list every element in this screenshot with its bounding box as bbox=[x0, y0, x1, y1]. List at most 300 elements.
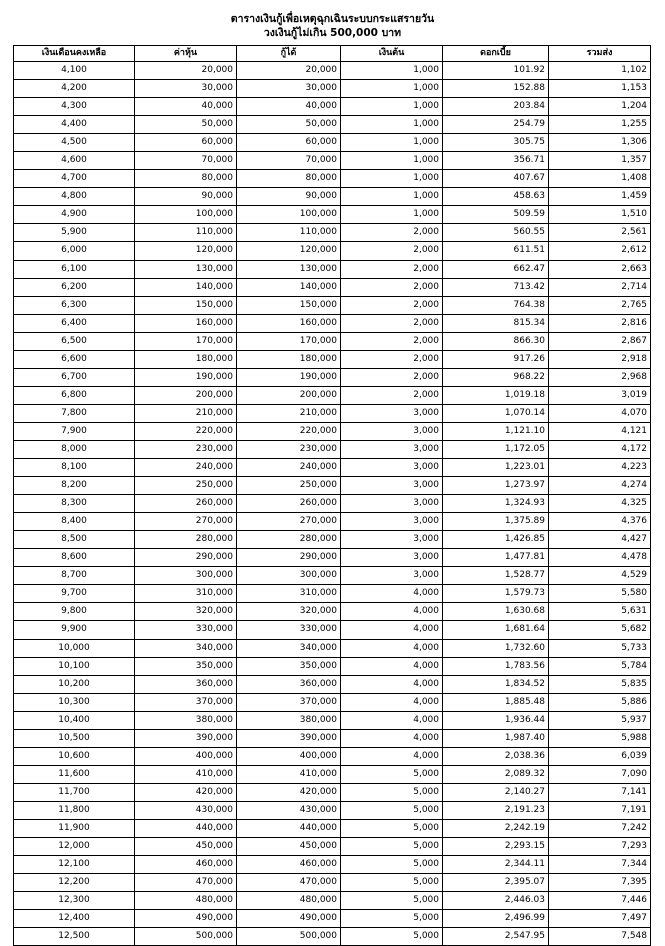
cell-loan-amount: 80,000 bbox=[237, 170, 341, 188]
cell-interest: 254.79 bbox=[443, 116, 549, 134]
cell-total-payment: 7,395 bbox=[549, 874, 651, 892]
cell-total-payment: 1,306 bbox=[549, 134, 651, 152]
cell-interest: 2,191.23 bbox=[443, 801, 549, 819]
cell-loan-amount: 150,000 bbox=[237, 296, 341, 314]
cell-principal: 3,000 bbox=[341, 531, 443, 549]
cell-remaining-salary: 8,700 bbox=[14, 567, 135, 585]
cell-share-value: 240,000 bbox=[135, 459, 237, 477]
table-row bbox=[14, 278, 651, 296]
cell-total-payment: 5,682 bbox=[549, 621, 651, 639]
cell-remaining-salary: 4,900 bbox=[14, 206, 135, 224]
table-row bbox=[14, 332, 651, 350]
cell-total-payment: 4,070 bbox=[549, 404, 651, 422]
cell-principal: 2,000 bbox=[341, 386, 443, 404]
table-row bbox=[14, 224, 651, 242]
cell-remaining-salary: 7,800 bbox=[14, 404, 135, 422]
cell-remaining-salary: 10,300 bbox=[14, 693, 135, 711]
cell-loan-amount: 470,000 bbox=[237, 874, 341, 892]
cell-total-payment: 2,663 bbox=[549, 260, 651, 278]
cell-share-value: 480,000 bbox=[135, 892, 237, 910]
cell-total-payment: 5,886 bbox=[549, 693, 651, 711]
cell-principal: 3,000 bbox=[341, 404, 443, 422]
cell-share-value: 150,000 bbox=[135, 296, 237, 314]
cell-total-payment: 6,039 bbox=[549, 747, 651, 765]
cell-interest: 1,528.77 bbox=[443, 567, 549, 585]
cell-remaining-salary: 4,700 bbox=[14, 170, 135, 188]
table-row bbox=[14, 188, 651, 206]
cell-principal: 3,000 bbox=[341, 495, 443, 513]
cell-total-payment: 5,580 bbox=[549, 585, 651, 603]
cell-total-payment: 7,090 bbox=[549, 765, 651, 783]
cell-total-payment: 1,255 bbox=[549, 116, 651, 134]
table-row bbox=[14, 711, 651, 729]
cell-share-value: 230,000 bbox=[135, 440, 237, 458]
cell-principal: 3,000 bbox=[341, 513, 443, 531]
cell-share-value: 260,000 bbox=[135, 495, 237, 513]
table-row bbox=[14, 404, 651, 422]
cell-remaining-salary: 6,700 bbox=[14, 368, 135, 386]
cell-share-value: 450,000 bbox=[135, 838, 237, 856]
cell-principal: 3,000 bbox=[341, 549, 443, 567]
table-row bbox=[14, 819, 651, 837]
cell-interest: 1,273.97 bbox=[443, 477, 549, 495]
cell-remaining-salary: 6,200 bbox=[14, 278, 135, 296]
cell-principal: 4,000 bbox=[341, 585, 443, 603]
cell-loan-amount: 340,000 bbox=[237, 639, 341, 657]
cell-principal: 1,000 bbox=[341, 80, 443, 98]
cell-loan-amount: 130,000 bbox=[237, 260, 341, 278]
cell-share-value: 350,000 bbox=[135, 657, 237, 675]
cell-loan-amount: 390,000 bbox=[237, 729, 341, 747]
cell-share-value: 200,000 bbox=[135, 386, 237, 404]
cell-principal: 5,000 bbox=[341, 838, 443, 856]
cell-total-payment: 2,765 bbox=[549, 296, 651, 314]
cell-principal: 4,000 bbox=[341, 639, 443, 657]
table-row bbox=[14, 567, 651, 585]
cell-interest: 1,070.14 bbox=[443, 404, 549, 422]
cell-principal: 5,000 bbox=[341, 928, 443, 946]
cell-share-value: 370,000 bbox=[135, 693, 237, 711]
table-row bbox=[14, 765, 651, 783]
cell-share-value: 110,000 bbox=[135, 224, 237, 242]
cell-total-payment: 1,204 bbox=[549, 98, 651, 116]
cell-interest: 1,019.18 bbox=[443, 386, 549, 404]
cell-remaining-salary: 9,700 bbox=[14, 585, 135, 603]
cell-remaining-salary: 6,300 bbox=[14, 296, 135, 314]
cell-share-value: 340,000 bbox=[135, 639, 237, 657]
table-row bbox=[14, 260, 651, 278]
header-row bbox=[14, 46, 651, 62]
cell-loan-amount: 460,000 bbox=[237, 856, 341, 874]
cell-loan-amount: 110,000 bbox=[237, 224, 341, 242]
table-row bbox=[14, 910, 651, 928]
cell-interest: 305.75 bbox=[443, 134, 549, 152]
cell-total-payment: 4,376 bbox=[549, 513, 651, 531]
cell-loan-amount: 410,000 bbox=[237, 765, 341, 783]
cell-share-value: 310,000 bbox=[135, 585, 237, 603]
cell-loan-amount: 140,000 bbox=[237, 278, 341, 296]
cell-principal: 5,000 bbox=[341, 856, 443, 874]
table-row bbox=[14, 838, 651, 856]
cell-total-payment: 4,478 bbox=[549, 549, 651, 567]
cell-loan-amount: 260,000 bbox=[237, 495, 341, 513]
cell-principal: 4,000 bbox=[341, 621, 443, 639]
cell-principal: 5,000 bbox=[341, 874, 443, 892]
cell-share-value: 320,000 bbox=[135, 603, 237, 621]
cell-loan-amount: 250,000 bbox=[237, 477, 341, 495]
cell-total-payment: 2,714 bbox=[549, 278, 651, 296]
cell-interest: 560.55 bbox=[443, 224, 549, 242]
cell-remaining-salary: 10,400 bbox=[14, 711, 135, 729]
cell-interest: 458.63 bbox=[443, 188, 549, 206]
cell-remaining-salary: 4,400 bbox=[14, 116, 135, 134]
cell-total-payment: 4,529 bbox=[549, 567, 651, 585]
cell-loan-amount: 230,000 bbox=[237, 440, 341, 458]
cell-loan-amount: 490,000 bbox=[237, 910, 341, 928]
cell-share-value: 410,000 bbox=[135, 765, 237, 783]
table-row bbox=[14, 80, 651, 98]
cell-remaining-salary: 10,100 bbox=[14, 657, 135, 675]
cell-share-value: 390,000 bbox=[135, 729, 237, 747]
cell-interest: 407.67 bbox=[443, 170, 549, 188]
cell-interest: 611.51 bbox=[443, 242, 549, 260]
table-row bbox=[14, 639, 651, 657]
cell-interest: 1,121.10 bbox=[443, 422, 549, 440]
cell-share-value: 290,000 bbox=[135, 549, 237, 567]
cell-share-value: 20,000 bbox=[135, 62, 237, 80]
cell-interest: 917.26 bbox=[443, 350, 549, 368]
cell-total-payment: 3,019 bbox=[549, 386, 651, 404]
cell-loan-amount: 100,000 bbox=[237, 206, 341, 224]
cell-loan-amount: 50,000 bbox=[237, 116, 341, 134]
cell-share-value: 280,000 bbox=[135, 531, 237, 549]
table-row bbox=[14, 350, 651, 368]
cell-interest: 1,375.89 bbox=[443, 513, 549, 531]
cell-total-payment: 5,937 bbox=[549, 711, 651, 729]
table-row bbox=[14, 170, 651, 188]
table-row bbox=[14, 98, 651, 116]
cell-remaining-salary: 10,500 bbox=[14, 729, 135, 747]
cell-loan-amount: 30,000 bbox=[237, 80, 341, 98]
cell-total-payment: 2,612 bbox=[549, 242, 651, 260]
cell-total-payment: 4,121 bbox=[549, 422, 651, 440]
table-row bbox=[14, 459, 651, 477]
cell-principal: 2,000 bbox=[341, 242, 443, 260]
cell-total-payment: 7,446 bbox=[549, 892, 651, 910]
cell-total-payment: 2,816 bbox=[549, 314, 651, 332]
cell-principal: 5,000 bbox=[341, 783, 443, 801]
table-row bbox=[14, 531, 651, 549]
cell-share-value: 330,000 bbox=[135, 621, 237, 639]
cell-share-value: 470,000 bbox=[135, 874, 237, 892]
cell-interest: 2,293.15 bbox=[443, 838, 549, 856]
cell-interest: 1,681.64 bbox=[443, 621, 549, 639]
cell-remaining-salary: 8,500 bbox=[14, 531, 135, 549]
cell-interest: 152.88 bbox=[443, 80, 549, 98]
cell-loan-amount: 360,000 bbox=[237, 675, 341, 693]
cell-loan-amount: 120,000 bbox=[237, 242, 341, 260]
cell-remaining-salary: 8,600 bbox=[14, 549, 135, 567]
cell-share-value: 380,000 bbox=[135, 711, 237, 729]
cell-interest: 815.34 bbox=[443, 314, 549, 332]
cell-total-payment: 5,631 bbox=[549, 603, 651, 621]
cell-share-value: 430,000 bbox=[135, 801, 237, 819]
cell-share-value: 40,000 bbox=[135, 98, 237, 116]
cell-interest: 1,987.40 bbox=[443, 729, 549, 747]
cell-principal: 4,000 bbox=[341, 657, 443, 675]
cell-interest: 764.38 bbox=[443, 296, 549, 314]
cell-loan-amount: 90,000 bbox=[237, 188, 341, 206]
cell-total-payment: 2,968 bbox=[549, 368, 651, 386]
cell-loan-amount: 450,000 bbox=[237, 838, 341, 856]
cell-remaining-salary: 10,200 bbox=[14, 675, 135, 693]
cell-interest: 2,140.27 bbox=[443, 783, 549, 801]
cell-total-payment: 4,274 bbox=[549, 477, 651, 495]
cell-share-value: 210,000 bbox=[135, 404, 237, 422]
cell-principal: 2,000 bbox=[341, 332, 443, 350]
cell-principal: 4,000 bbox=[341, 729, 443, 747]
cell-interest: 1,834.52 bbox=[443, 675, 549, 693]
cell-total-payment: 5,835 bbox=[549, 675, 651, 693]
table-row bbox=[14, 206, 651, 224]
cell-principal: 4,000 bbox=[341, 711, 443, 729]
cell-share-value: 220,000 bbox=[135, 422, 237, 440]
cell-share-value: 490,000 bbox=[135, 910, 237, 928]
cell-interest: 1,936.44 bbox=[443, 711, 549, 729]
cell-loan-amount: 350,000 bbox=[237, 657, 341, 675]
cell-remaining-salary: 4,300 bbox=[14, 98, 135, 116]
cell-total-payment: 7,344 bbox=[549, 856, 651, 874]
cell-remaining-salary: 8,400 bbox=[14, 513, 135, 531]
cell-principal: 3,000 bbox=[341, 477, 443, 495]
loan-table bbox=[13, 45, 651, 946]
cell-loan-amount: 420,000 bbox=[237, 783, 341, 801]
column-header-total-payment: รวมส่ง bbox=[549, 46, 651, 62]
cell-principal: 5,000 bbox=[341, 765, 443, 783]
cell-interest: 662.47 bbox=[443, 260, 549, 278]
cell-interest: 1,885.48 bbox=[443, 693, 549, 711]
cell-interest: 2,547.95 bbox=[443, 928, 549, 946]
cell-share-value: 440,000 bbox=[135, 819, 237, 837]
cell-loan-amount: 40,000 bbox=[237, 98, 341, 116]
cell-loan-amount: 240,000 bbox=[237, 459, 341, 477]
cell-total-payment: 4,427 bbox=[549, 531, 651, 549]
cell-principal: 2,000 bbox=[341, 224, 443, 242]
table-row bbox=[14, 693, 651, 711]
cell-total-payment: 5,784 bbox=[549, 657, 651, 675]
cell-loan-amount: 70,000 bbox=[237, 152, 341, 170]
cell-loan-amount: 210,000 bbox=[237, 404, 341, 422]
table-row bbox=[14, 495, 651, 513]
cell-interest: 509.59 bbox=[443, 206, 549, 224]
cell-loan-amount: 480,000 bbox=[237, 892, 341, 910]
table-row bbox=[14, 314, 651, 332]
cell-share-value: 120,000 bbox=[135, 242, 237, 260]
cell-remaining-salary: 9,800 bbox=[14, 603, 135, 621]
cell-interest: 866.30 bbox=[443, 332, 549, 350]
cell-remaining-salary: 11,900 bbox=[14, 819, 135, 837]
cell-total-payment: 5,988 bbox=[549, 729, 651, 747]
cell-principal: 1,000 bbox=[341, 98, 443, 116]
cell-loan-amount: 370,000 bbox=[237, 693, 341, 711]
cell-share-value: 400,000 bbox=[135, 747, 237, 765]
cell-interest: 713.42 bbox=[443, 278, 549, 296]
cell-total-payment: 2,867 bbox=[549, 332, 651, 350]
cell-remaining-salary: 12,400 bbox=[14, 910, 135, 928]
table-row bbox=[14, 801, 651, 819]
cell-share-value: 190,000 bbox=[135, 368, 237, 386]
cell-principal: 2,000 bbox=[341, 296, 443, 314]
cell-principal: 1,000 bbox=[341, 62, 443, 80]
cell-loan-amount: 400,000 bbox=[237, 747, 341, 765]
cell-total-payment: 1,153 bbox=[549, 80, 651, 98]
cell-remaining-salary: 8,000 bbox=[14, 440, 135, 458]
cell-principal: 2,000 bbox=[341, 314, 443, 332]
cell-principal: 3,000 bbox=[341, 422, 443, 440]
cell-remaining-salary: 4,100 bbox=[14, 62, 135, 80]
cell-remaining-salary: 6,800 bbox=[14, 386, 135, 404]
table-row bbox=[14, 422, 651, 440]
cell-total-payment: 1,357 bbox=[549, 152, 651, 170]
cell-remaining-salary: 6,000 bbox=[14, 242, 135, 260]
cell-total-payment: 1,459 bbox=[549, 188, 651, 206]
cell-share-value: 180,000 bbox=[135, 350, 237, 368]
cell-loan-amount: 380,000 bbox=[237, 711, 341, 729]
cell-interest: 356.71 bbox=[443, 152, 549, 170]
cell-interest: 2,395.07 bbox=[443, 874, 549, 892]
column-header-interest: ดอกเบี้ย bbox=[443, 46, 549, 62]
cell-total-payment: 4,325 bbox=[549, 495, 651, 513]
cell-share-value: 460,000 bbox=[135, 856, 237, 874]
table-row bbox=[14, 856, 651, 874]
cell-total-payment: 2,561 bbox=[549, 224, 651, 242]
table-row bbox=[14, 675, 651, 693]
cell-loan-amount: 270,000 bbox=[237, 513, 341, 531]
cell-remaining-salary: 12,000 bbox=[14, 838, 135, 856]
cell-remaining-salary: 10,000 bbox=[14, 639, 135, 657]
cell-interest: 1,630.68 bbox=[443, 603, 549, 621]
cell-loan-amount: 220,000 bbox=[237, 422, 341, 440]
cell-share-value: 300,000 bbox=[135, 567, 237, 585]
cell-interest: 1,172.05 bbox=[443, 440, 549, 458]
column-header-remaining-salary: เงินเดือนคงเหลือ bbox=[14, 46, 135, 62]
cell-loan-amount: 20,000 bbox=[237, 62, 341, 80]
cell-loan-amount: 280,000 bbox=[237, 531, 341, 549]
cell-share-value: 250,000 bbox=[135, 477, 237, 495]
cell-interest: 101.92 bbox=[443, 62, 549, 80]
cell-remaining-salary: 6,400 bbox=[14, 314, 135, 332]
cell-total-payment: 7,293 bbox=[549, 838, 651, 856]
cell-remaining-salary: 6,600 bbox=[14, 350, 135, 368]
cell-remaining-salary: 6,100 bbox=[14, 260, 135, 278]
cell-share-value: 70,000 bbox=[135, 152, 237, 170]
cell-total-payment: 4,223 bbox=[549, 459, 651, 477]
cell-interest: 1,732.60 bbox=[443, 639, 549, 657]
cell-principal: 3,000 bbox=[341, 440, 443, 458]
cell-share-value: 360,000 bbox=[135, 675, 237, 693]
cell-interest: 1,324.93 bbox=[443, 495, 549, 513]
cell-share-value: 170,000 bbox=[135, 332, 237, 350]
cell-remaining-salary: 4,500 bbox=[14, 134, 135, 152]
table-row bbox=[14, 729, 651, 747]
cell-share-value: 90,000 bbox=[135, 188, 237, 206]
table-row bbox=[14, 783, 651, 801]
table-row bbox=[14, 386, 651, 404]
cell-loan-amount: 170,000 bbox=[237, 332, 341, 350]
cell-remaining-salary: 4,200 bbox=[14, 80, 135, 98]
cell-interest: 2,496.99 bbox=[443, 910, 549, 928]
cell-principal: 1,000 bbox=[341, 134, 443, 152]
cell-interest: 2,089.32 bbox=[443, 765, 549, 783]
cell-loan-amount: 160,000 bbox=[237, 314, 341, 332]
cell-interest: 1,783.56 bbox=[443, 657, 549, 675]
cell-loan-amount: 180,000 bbox=[237, 350, 341, 368]
cell-principal: 4,000 bbox=[341, 693, 443, 711]
table-row bbox=[14, 116, 651, 134]
cell-interest: 1,477.81 bbox=[443, 549, 549, 567]
cell-loan-amount: 190,000 bbox=[237, 368, 341, 386]
cell-principal: 4,000 bbox=[341, 747, 443, 765]
cell-share-value: 80,000 bbox=[135, 170, 237, 188]
cell-interest: 2,344.11 bbox=[443, 856, 549, 874]
cell-remaining-salary: 9,900 bbox=[14, 621, 135, 639]
cell-share-value: 140,000 bbox=[135, 278, 237, 296]
cell-remaining-salary: 12,300 bbox=[14, 892, 135, 910]
cell-principal: 1,000 bbox=[341, 170, 443, 188]
cell-loan-amount: 290,000 bbox=[237, 549, 341, 567]
cell-interest: 2,446.03 bbox=[443, 892, 549, 910]
cell-principal: 3,000 bbox=[341, 459, 443, 477]
table-row bbox=[14, 62, 651, 80]
cell-total-payment: 1,510 bbox=[549, 206, 651, 224]
cell-remaining-salary: 10,600 bbox=[14, 747, 135, 765]
cell-interest: 2,038.36 bbox=[443, 747, 549, 765]
table-row bbox=[14, 585, 651, 603]
cell-interest: 968.22 bbox=[443, 368, 549, 386]
cell-interest: 1,223.01 bbox=[443, 459, 549, 477]
cell-total-payment: 2,918 bbox=[549, 350, 651, 368]
cell-share-value: 500,000 bbox=[135, 928, 237, 946]
cell-principal: 2,000 bbox=[341, 278, 443, 296]
table-row bbox=[14, 513, 651, 531]
cell-principal: 1,000 bbox=[341, 116, 443, 134]
cell-remaining-salary: 8,100 bbox=[14, 459, 135, 477]
cell-total-payment: 4,172 bbox=[549, 440, 651, 458]
cell-interest: 1,426.85 bbox=[443, 531, 549, 549]
cell-total-payment: 7,191 bbox=[549, 801, 651, 819]
cell-principal: 2,000 bbox=[341, 350, 443, 368]
cell-principal: 5,000 bbox=[341, 819, 443, 837]
cell-loan-amount: 430,000 bbox=[237, 801, 341, 819]
cell-remaining-salary: 8,300 bbox=[14, 495, 135, 513]
cell-loan-amount: 330,000 bbox=[237, 621, 341, 639]
cell-principal: 4,000 bbox=[341, 603, 443, 621]
cell-share-value: 160,000 bbox=[135, 314, 237, 332]
column-header-principal: เงินต้น bbox=[341, 46, 443, 62]
table-row bbox=[14, 892, 651, 910]
table-row bbox=[14, 296, 651, 314]
cell-remaining-salary: 4,800 bbox=[14, 188, 135, 206]
table-row bbox=[14, 368, 651, 386]
cell-interest: 2,242.19 bbox=[443, 819, 549, 837]
cell-loan-amount: 60,000 bbox=[237, 134, 341, 152]
table-row bbox=[14, 152, 651, 170]
table-row bbox=[14, 440, 651, 458]
cell-remaining-salary: 11,700 bbox=[14, 783, 135, 801]
cell-remaining-salary: 8,200 bbox=[14, 477, 135, 495]
table-row bbox=[14, 134, 651, 152]
table-row bbox=[14, 477, 651, 495]
